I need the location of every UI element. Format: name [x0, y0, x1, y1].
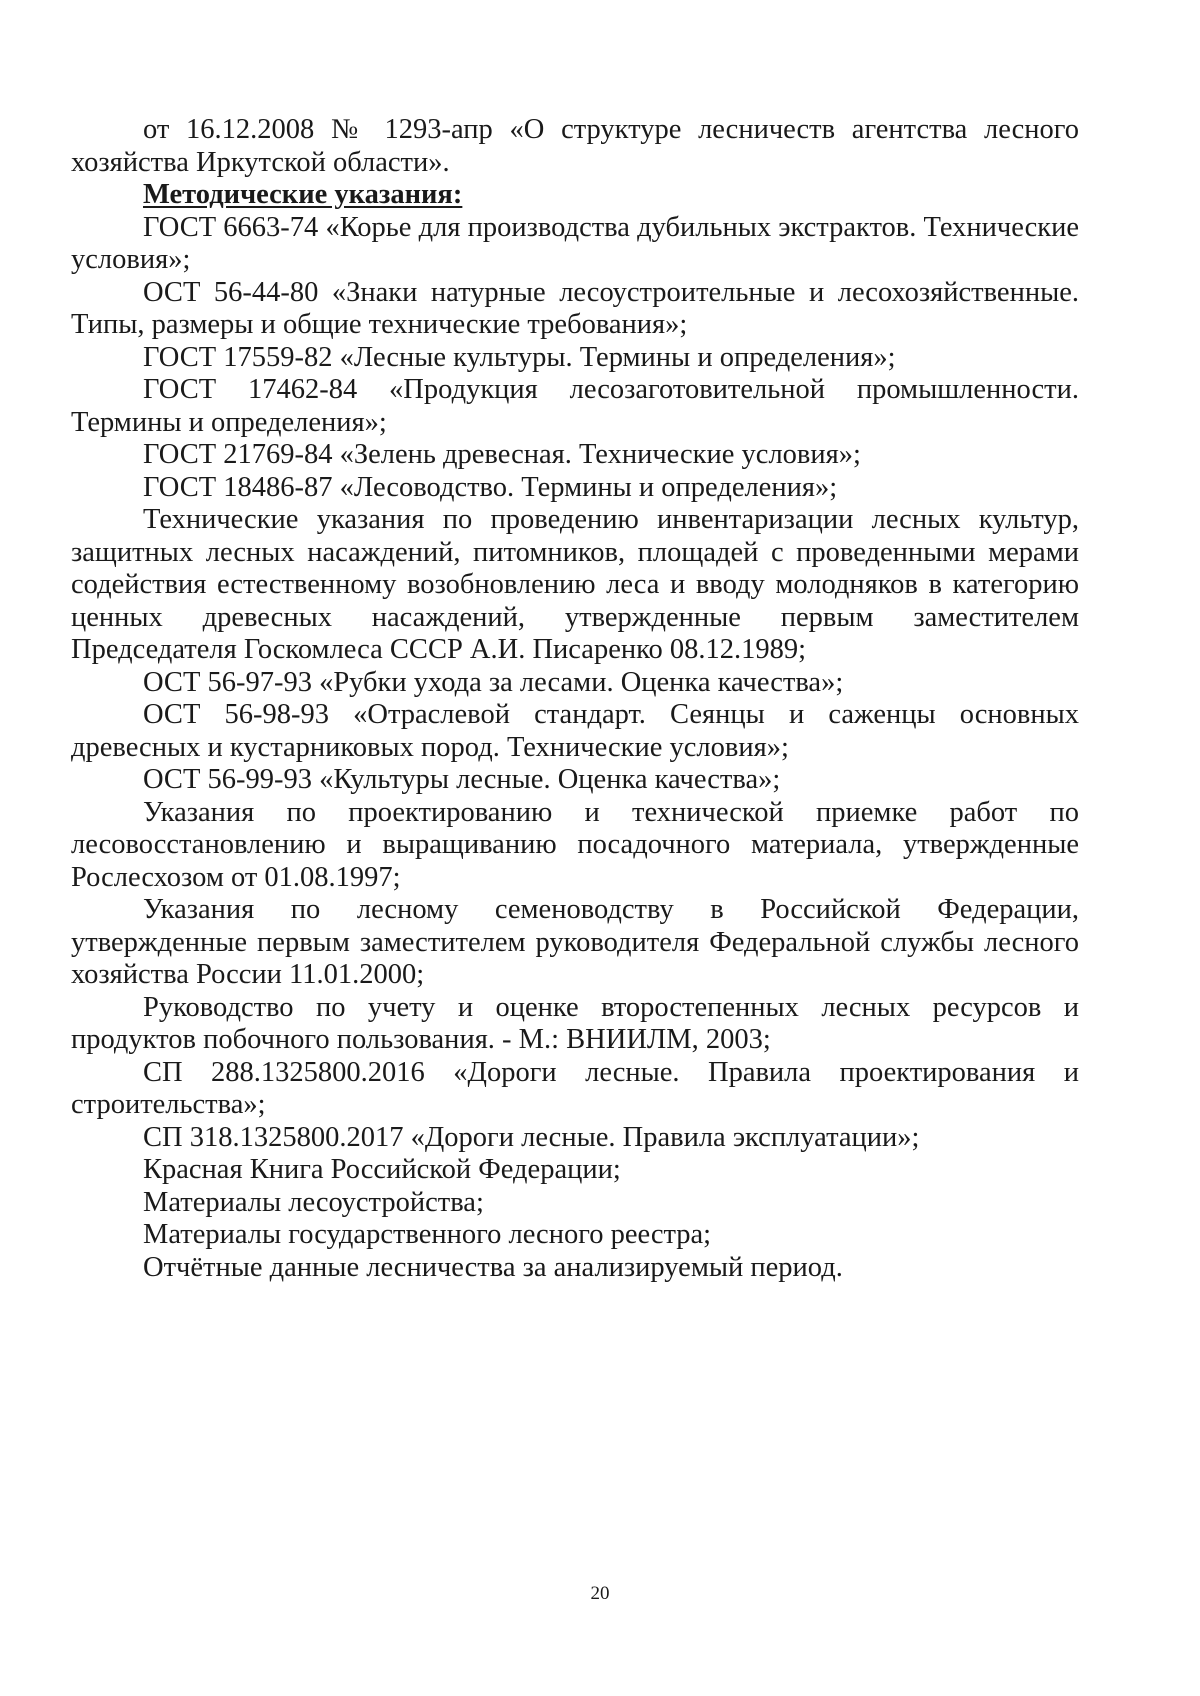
reference-item: СП 318.1325800.2017 «Дороги лесные. Правила эксплуатации»;	[143, 1121, 920, 1153]
document-body	[71, 114, 1079, 1284]
reference-item: ГОСТ 17462-84 «Продукция лесозаготовительной промышленности. Термины и определения»;	[71, 374, 1079, 438]
reference-item: ОСТ 56-97-93 «Рубки ухода за лесами. Оценка качества»;	[143, 666, 844, 698]
reference-item: ГОСТ 6663-74 «Корье для производства дубильных экстрактов. Технические условия»;	[71, 211, 1079, 275]
reference-item: ГОСТ 17559-82 «Лесные культуры. Термины и определения»;	[143, 341, 896, 373]
reference-item: Материалы государственного лесного реестра;	[143, 1219, 712, 1250]
reference-item: Руководство по учету и оценке второстепенных лесных ресурсов и продуктов побочного пользования. - М.: ВНИИЛМ, 2003;	[71, 991, 1079, 1055]
reference-item: ГОСТ 18486-87 «Лесоводство. Термины и определения»;	[143, 471, 838, 503]
reference-item: Отчётные данные лесничества за анализируемый период.	[143, 1251, 843, 1283]
page-number: 20	[590, 1583, 610, 1604]
reference-item: СП 288.1325800.2016 «Дороги лесные. Правила проектирования и строительства»;	[71, 1056, 1079, 1120]
reference-item: ОСТ 56-44-80 «Знаки натурные лесоустроительные и лесохозяйственные. Типы, размеры и общие технические требования»;	[71, 276, 1079, 340]
section-heading: Методические указания:	[143, 179, 463, 210]
reference-item: Указания по проектированию и технической приемке работ по лесовосстановлению и выращиванию посадочного материала, утвержденные Рослесхозом от 01.08.1997;	[71, 796, 1079, 893]
intro-paragraph: от 16.12.2008 № 1293-апр «О структуре лесничеств агентства лесного хозяйства Иркутской области».	[71, 114, 1079, 178]
reference-item: Указания по лесному семеноводству в Российской Федерации, утвержденные первым заместителем руководителя Федеральной службы лесного хозяйства России 11.01.2000;	[71, 894, 1079, 990]
reference-item: ОСТ 56-98-93 «Отраслевой стандарт. Сеянцы и саженцы основных древесных и кустарниковых пород. Технические условия»;	[71, 699, 1079, 763]
reference-item: Материалы лесоустройства;	[143, 1186, 484, 1218]
reference-item: Технические указания по проведению инвентаризации лесных культур, защитных лесных насаждений, питомников, площадей с проведенными мерами содействия естественному возобновлению леса и вводу молодняков в категорию ценных древесных насаждений, утвержденные первым заместителем Председателя Госкомлеса СССР А.И. Писаренко 08.12.1989;	[71, 504, 1079, 665]
reference-item: ГОСТ 21769-84 «Зелень древесная. Технические условия»;	[143, 439, 861, 470]
reference-item: Красная Книга Российской Федерации;	[143, 1154, 621, 1185]
reference-item: ОСТ 56-99-93 «Культуры лесные. Оценка качества»;	[143, 764, 781, 795]
